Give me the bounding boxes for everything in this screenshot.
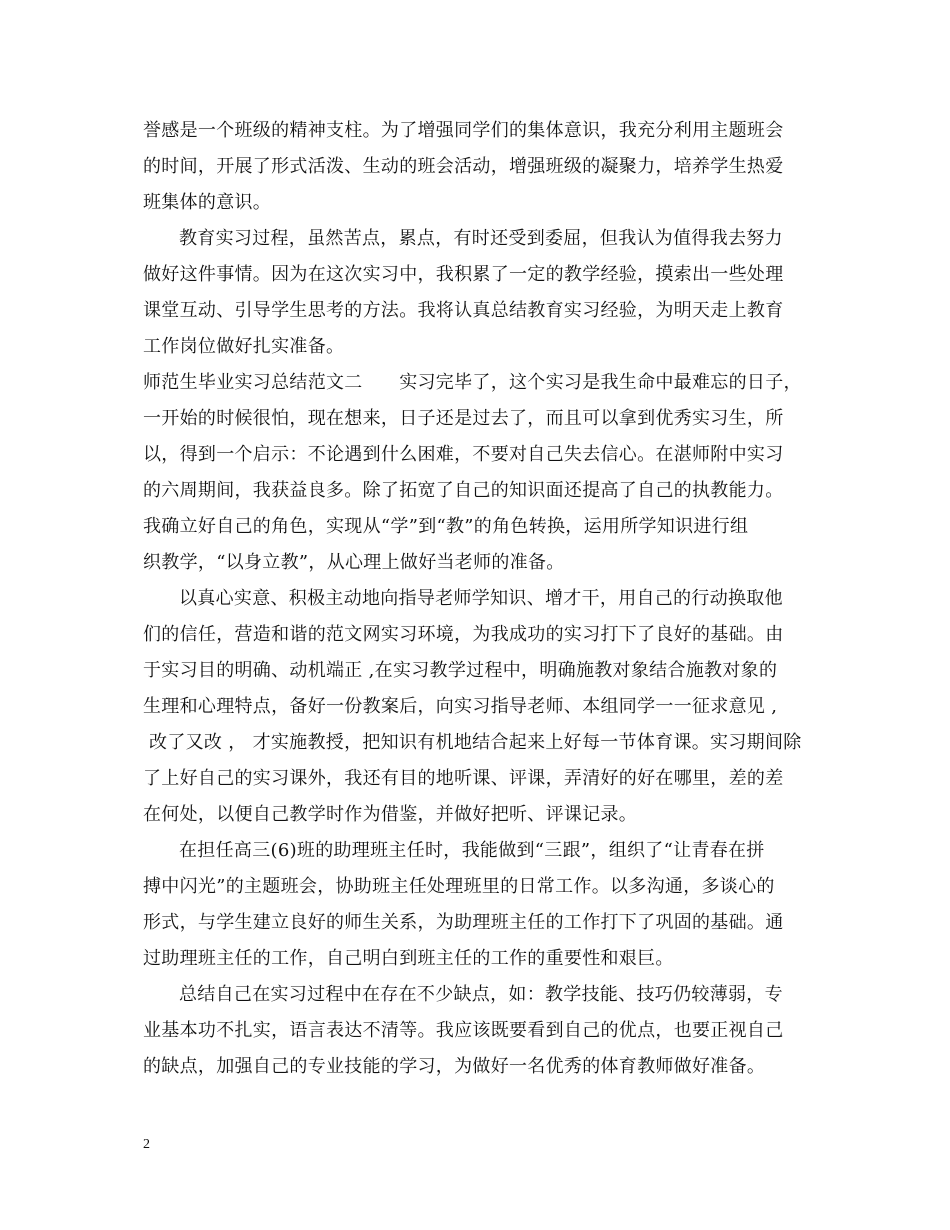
text-line: 过助理班主任的工作，自己明白到班主任的工作的重要性和艰巨。	[143, 948, 674, 969]
text-line: 工作岗位做好扎实准备。	[143, 336, 345, 357]
text-line: 班集体的意识。	[143, 192, 272, 213]
text-line: 于实习目的明确、动机端正 ,在实习教学过程中，明确施教对象结合施教对象的	[143, 660, 778, 681]
paragraph-first-line: 教育实习过程，虽然苦点，累点，有时还受到委屈，但我认为值得我去努力	[179, 228, 783, 249]
paragraph-first-line: 以真心实意、积极主动地向指导老师学知识、增才干，用自己的行动换取他	[179, 588, 783, 609]
text-line: 誉感是一个班级的精神支柱。为了增强同学们的集体意识，我充分利用主题班会	[143, 120, 784, 141]
text-line: 一开始的时候很怕，现在想来，日子还是过去了，而且可以拿到优秀实习生，所	[143, 408, 784, 429]
text-line: 业基本功不扎实，语言表达不清等。我应该既要看到自己的优点，也要正视自己	[143, 1020, 784, 1041]
text-line: 了上好自己的实习课外，我还有目的地听课、评课，弄清好的好在哪里，差的差	[143, 768, 784, 789]
paragraph-first-line: 总结自己在实习过程中在存在不少缺点，如：教学技能、技巧仍较薄弱，专	[179, 984, 783, 1005]
text-line: 做好这件事情。因为在这次实习中，我积累了一定的教学经验，摸索出一些处理	[143, 264, 784, 285]
text-line: 我确立好自己的角色，实现从“学”到“教”的角色转换，运用所学知识进行组	[143, 516, 749, 537]
text-line: 在何处，以便自己教学时作为借鉴，并做好把听、评课记录。	[143, 804, 638, 825]
text-line: 生理和心理特点，备好一份教案后，向实习指导老师、本组同学一一征求意见 ,	[143, 696, 778, 717]
text-line: 们的信任，营造和谐的范文网实习环境，为我成功的实习打下了良好的基础。由	[143, 624, 784, 645]
text-line: 课堂互动、引导学生思考的方法。我将认真总结教育实习经验，为明天走上教育	[143, 300, 784, 321]
text-line: 的时间，开展了形式活泼、生动的班会活动，增强班级的凝聚力，培养学生热爱	[143, 156, 784, 177]
paragraph-first-line: 在担任高三(6)班的助理班主任时，我能做到“三跟”，组织了“让青春在拼	[179, 840, 765, 861]
text-line: 的缺点，加强自己的专业技能的学习，为做好一名优秀的体育教师做好准备。	[143, 1056, 766, 1077]
text-line: 改了又改 ， 才实施教授，把知识有机地结合起来上好每一节体育课。实习期间除	[143, 732, 802, 753]
text-line: 的六周期间，我获益良多。除了拓宽了自己的知识面还提高了自己的执教能力。	[143, 480, 784, 501]
text-line: 织教学，“以身立教”，从心理上做好当老师的准备。	[143, 552, 565, 573]
text-line: 搏中闪光”的主题班会，协助班主任处理班里的日常工作。以多沟通，多谈心的	[143, 876, 775, 897]
text-line: 形式，与学生建立良好的师生关系，为助理班主任的工作打下了巩固的基础。通	[143, 912, 784, 933]
text-line: 以，得到一个启示：不论遇到什么困难，不要对自己失去信心。在湛师附中实习	[143, 444, 784, 465]
page-number: 2	[143, 1137, 150, 1152]
section-heading-line: 师范生毕业实习总结范文二 实习完毕了，这个实习是我生命中最难忘的日子，	[143, 372, 802, 393]
